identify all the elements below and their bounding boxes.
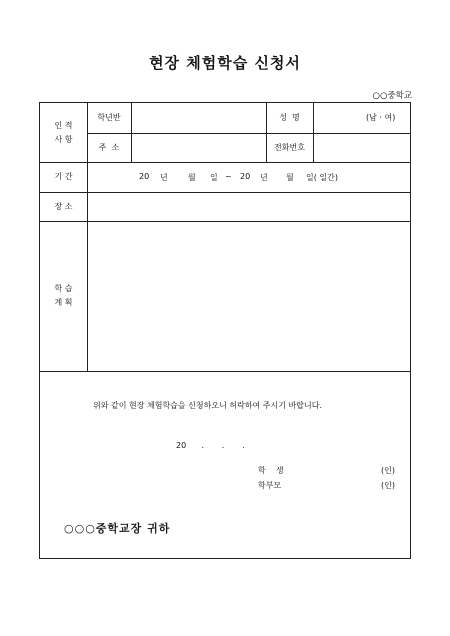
- study-plan-field[interactable]: [88, 221, 411, 371]
- period-year-unit: 년: [260, 173, 268, 182]
- period-month-unit: 월: [188, 173, 196, 182]
- request-statement: 위와 같이 현장 체험학습을 신청하오니 허락하여 주시기 바랍니다.: [93, 401, 322, 410]
- student-seal[interactable]: (인): [381, 466, 395, 475]
- period-days-note: 일( 일간): [306, 173, 338, 182]
- phone-label: 전화번호: [274, 142, 305, 152]
- row-divider: [40, 371, 411, 372]
- phone-field[interactable]: [314, 133, 411, 162]
- study-plan-label: 학 습 계 획: [54, 284, 73, 307]
- grade-class-field[interactable]: [132, 103, 266, 133]
- period-month-unit: 월: [286, 173, 294, 182]
- student-signature-label: 학 생: [258, 466, 284, 475]
- period-tilde: ~: [225, 172, 232, 181]
- place-field[interactable]: [88, 192, 411, 221]
- document-title: 현장 체험학습 신청서: [149, 54, 301, 72]
- application-form: [39, 102, 411, 559]
- gender-note[interactable]: (남 · 여): [366, 113, 396, 122]
- period-year-end: 20: [240, 172, 251, 181]
- period-label: 기 간: [54, 172, 73, 181]
- period-day-unit: 일: [210, 173, 218, 182]
- grade-class-label: 학년반: [97, 113, 121, 122]
- addressee-line: ○○○중학교장 귀하: [64, 522, 171, 535]
- date-line[interactable]: 20 . . .: [176, 441, 245, 450]
- period-year-unit: 년: [160, 173, 168, 182]
- personal-info-label: 인 적 사 항: [54, 120, 73, 144]
- period-year-start: 20: [139, 172, 150, 181]
- address-field[interactable]: [132, 133, 266, 162]
- address-label: 주 소: [98, 142, 120, 152]
- parent-seal[interactable]: (인): [381, 481, 395, 490]
- parent-signature-label: 학부모: [258, 481, 282, 490]
- name-label: 성 명: [279, 113, 300, 122]
- period-field[interactable]: [88, 162, 411, 192]
- school-label: ○○중학교: [372, 91, 412, 101]
- place-label: 장 소: [54, 201, 73, 211]
